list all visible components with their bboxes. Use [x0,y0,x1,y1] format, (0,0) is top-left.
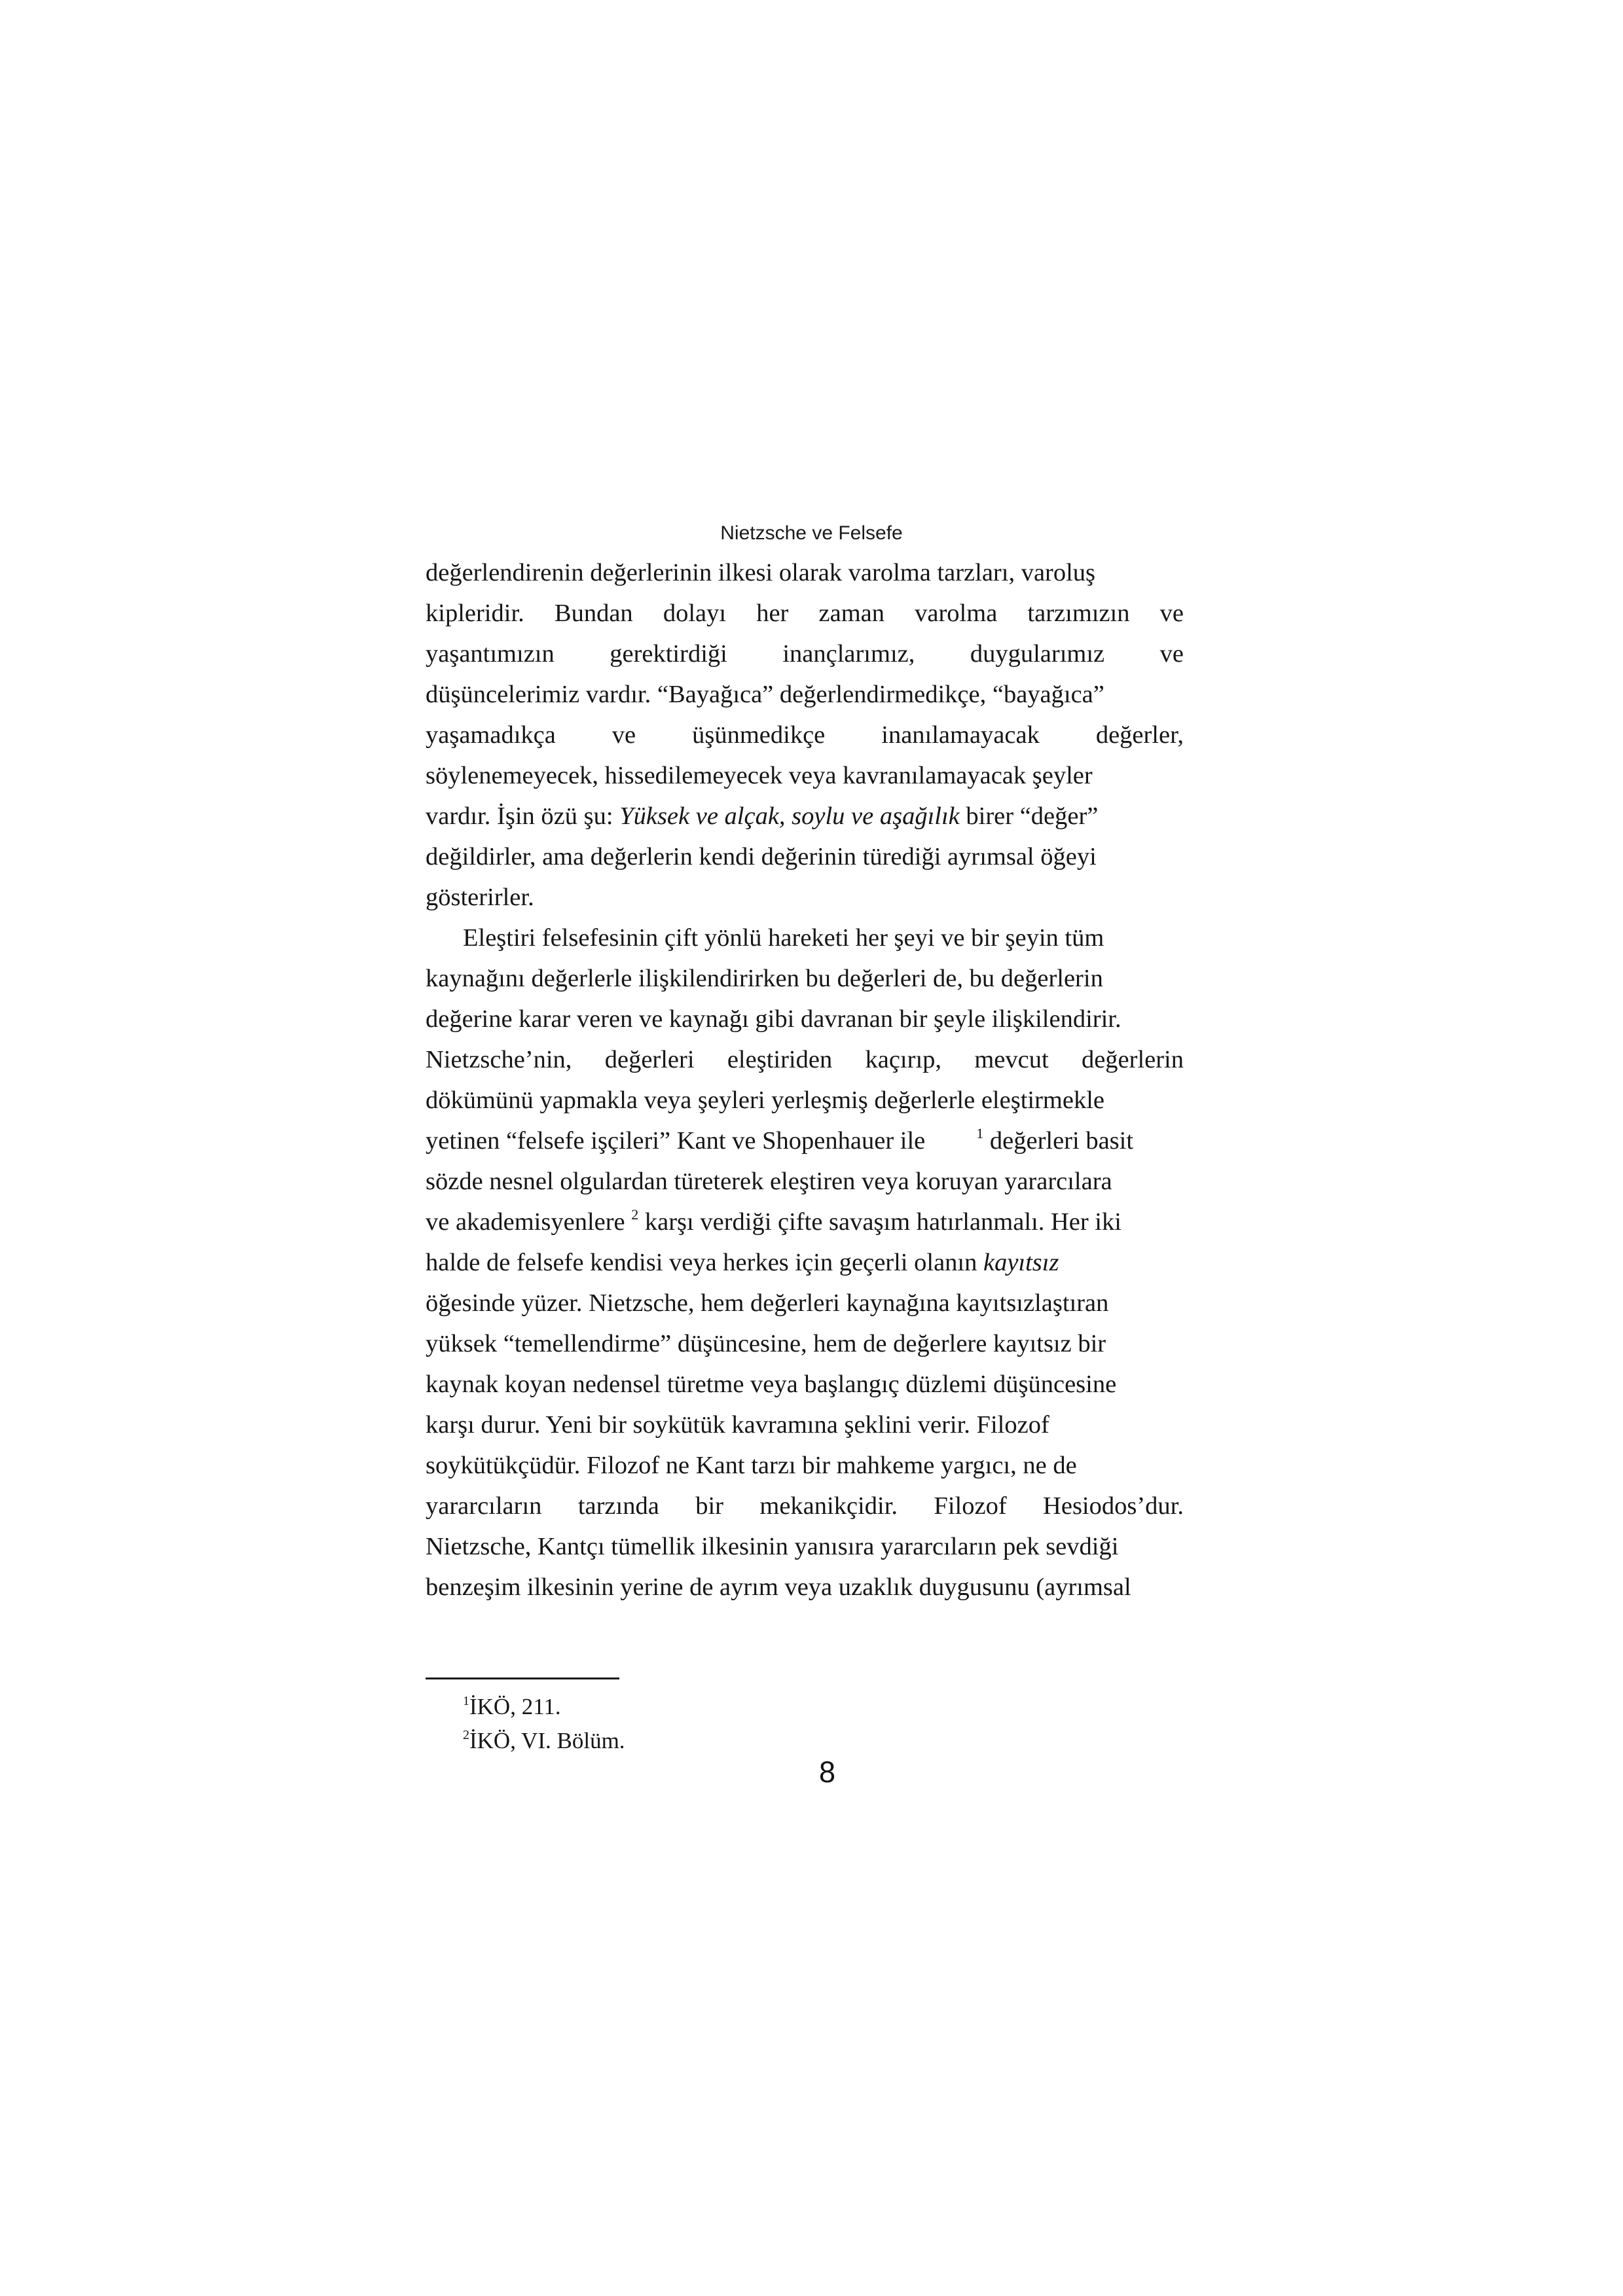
text-line: söylenemeyecek, hissedilemeyecek veya kavranılamayacak şeyler [426,762,1093,789]
footnote-ref: 1 [976,1125,984,1141]
footnotes [463,1690,625,1758]
text-line: kaynağını değerlerle ilişkilendirirken bu değerleri de, bu değerlerin [426,965,1103,992]
text-line: öğesinde yüzer. Nietzsche, hem değerleri kaynağına kayıtsızlaştıran [426,1289,1109,1317]
text-line: dökümünü yapmakla veya şeyleri yerleşmiş değerlerle eleştirmekle [426,1086,1104,1114]
footnote-text: İKÖ, 211. [469,1694,561,1719]
text-line: benzeşim ilkesinin yerine de ayrım veya uzaklık duygusunu (ayrımsal [426,1573,1131,1601]
text-run: birer “değer” [959,802,1099,830]
text-line: yararcıların tarzında bir mekanikçidir. Filozof Hesiodos’dur. [426,1492,1184,1520]
footnote-number: 2 [463,1728,469,1742]
text-line [426,1202,1184,1242]
text-line [426,1242,1184,1283]
footnote [463,1724,625,1758]
footnote-separator [426,1677,619,1679]
text-line: Nietzsche, Kantçı tümellik ilkesinin yanısıra yararcıların pek sevdiği [426,1533,1119,1560]
text-line: sözde nesnel olgulardan türeterek eleştiren veya koruyan yararcılara [426,1168,1112,1195]
text-run: ve akademisyenlere [426,1208,632,1236]
text-line: yüksek “temellendirme” düşüncesine, hem de değerlere kayıtsız bir [426,1330,1106,1357]
text-run: yetinen “felsefe işçileri” Kant ve Shopenhauer ile [426,1127,926,1155]
text-run: vardır. İşin özü şu: [426,802,620,830]
text-line: yaşantımızın gerektirdiği inançlarımız, duygularımız ve [426,640,1184,668]
text-line [426,796,1184,836]
italic-phrase: Yüksek ve alçak, soylu ve aşağılık [619,802,960,830]
text-line: değildirler, ama değerlerin kendi değerinin türediği ayrımsal öğeyi [426,843,1097,870]
text-line [426,1121,1184,1161]
page-number: 8 [818,1755,836,1789]
body-text [426,552,1184,1607]
text-line: kipleridir. Bundan dolayı her zaman varolma tarzımızın ve [426,600,1184,627]
running-header: Nietzsche ve Felsefe [720,522,903,544]
footnote-ref: 2 [631,1206,639,1223]
text-run: karşı verdiği çifte savaşım hatırlanmalı. Her iki [638,1208,1122,1236]
text-line: değerine karar veren ve kaynağı gibi davranan bir şeyle ilişkilendirir. [426,1005,1122,1033]
footnote [463,1690,625,1724]
text-line: yaşamadıkça ve üşünmedikçe inanılamayacak değerler, [426,721,1184,749]
text-line: soykütükçüdür. Filozof ne Kant tarzı bir mahkeme yargıcı, ne de [426,1452,1077,1479]
footnote-text: İKÖ, VI. Bölüm. [469,1728,625,1753]
text-line: kaynak koyan nedensel türetme veya başlangıç düzlemi düşüncesine [426,1371,1117,1398]
text-line: düşüncelerimiz vardır. “Bayağıca” değerlendirmedikçe, “bayağıca” [426,681,1104,708]
text-run: halde de felsefe kendisi veya herkes için geçerli olanın [426,1249,983,1276]
paragraph-first-line [426,918,1184,958]
footnote-number: 1 [463,1694,469,1708]
text-line: karşı durur. Yeni bir soykütük kavramına şeklini verir. Filozof [426,1411,1049,1439]
text-run: değerleri basit [983,1127,1134,1155]
text-line: değerlendirenin değerlerinin ilkesi olarak varolma tarzları, varoluş [426,559,1096,586]
italic-word: kayıtsız [983,1249,1059,1276]
text-run: Eleştiri felsefesinin çift yönlü hareketi her şeyi ve bir şeyin tüm [463,924,1104,952]
text-line: Nietzsche’nin, değerleri eleştiriden kaçırıp, mevcut değerlerin [426,1046,1184,1073]
text-line: gösterirler. [426,884,534,911]
